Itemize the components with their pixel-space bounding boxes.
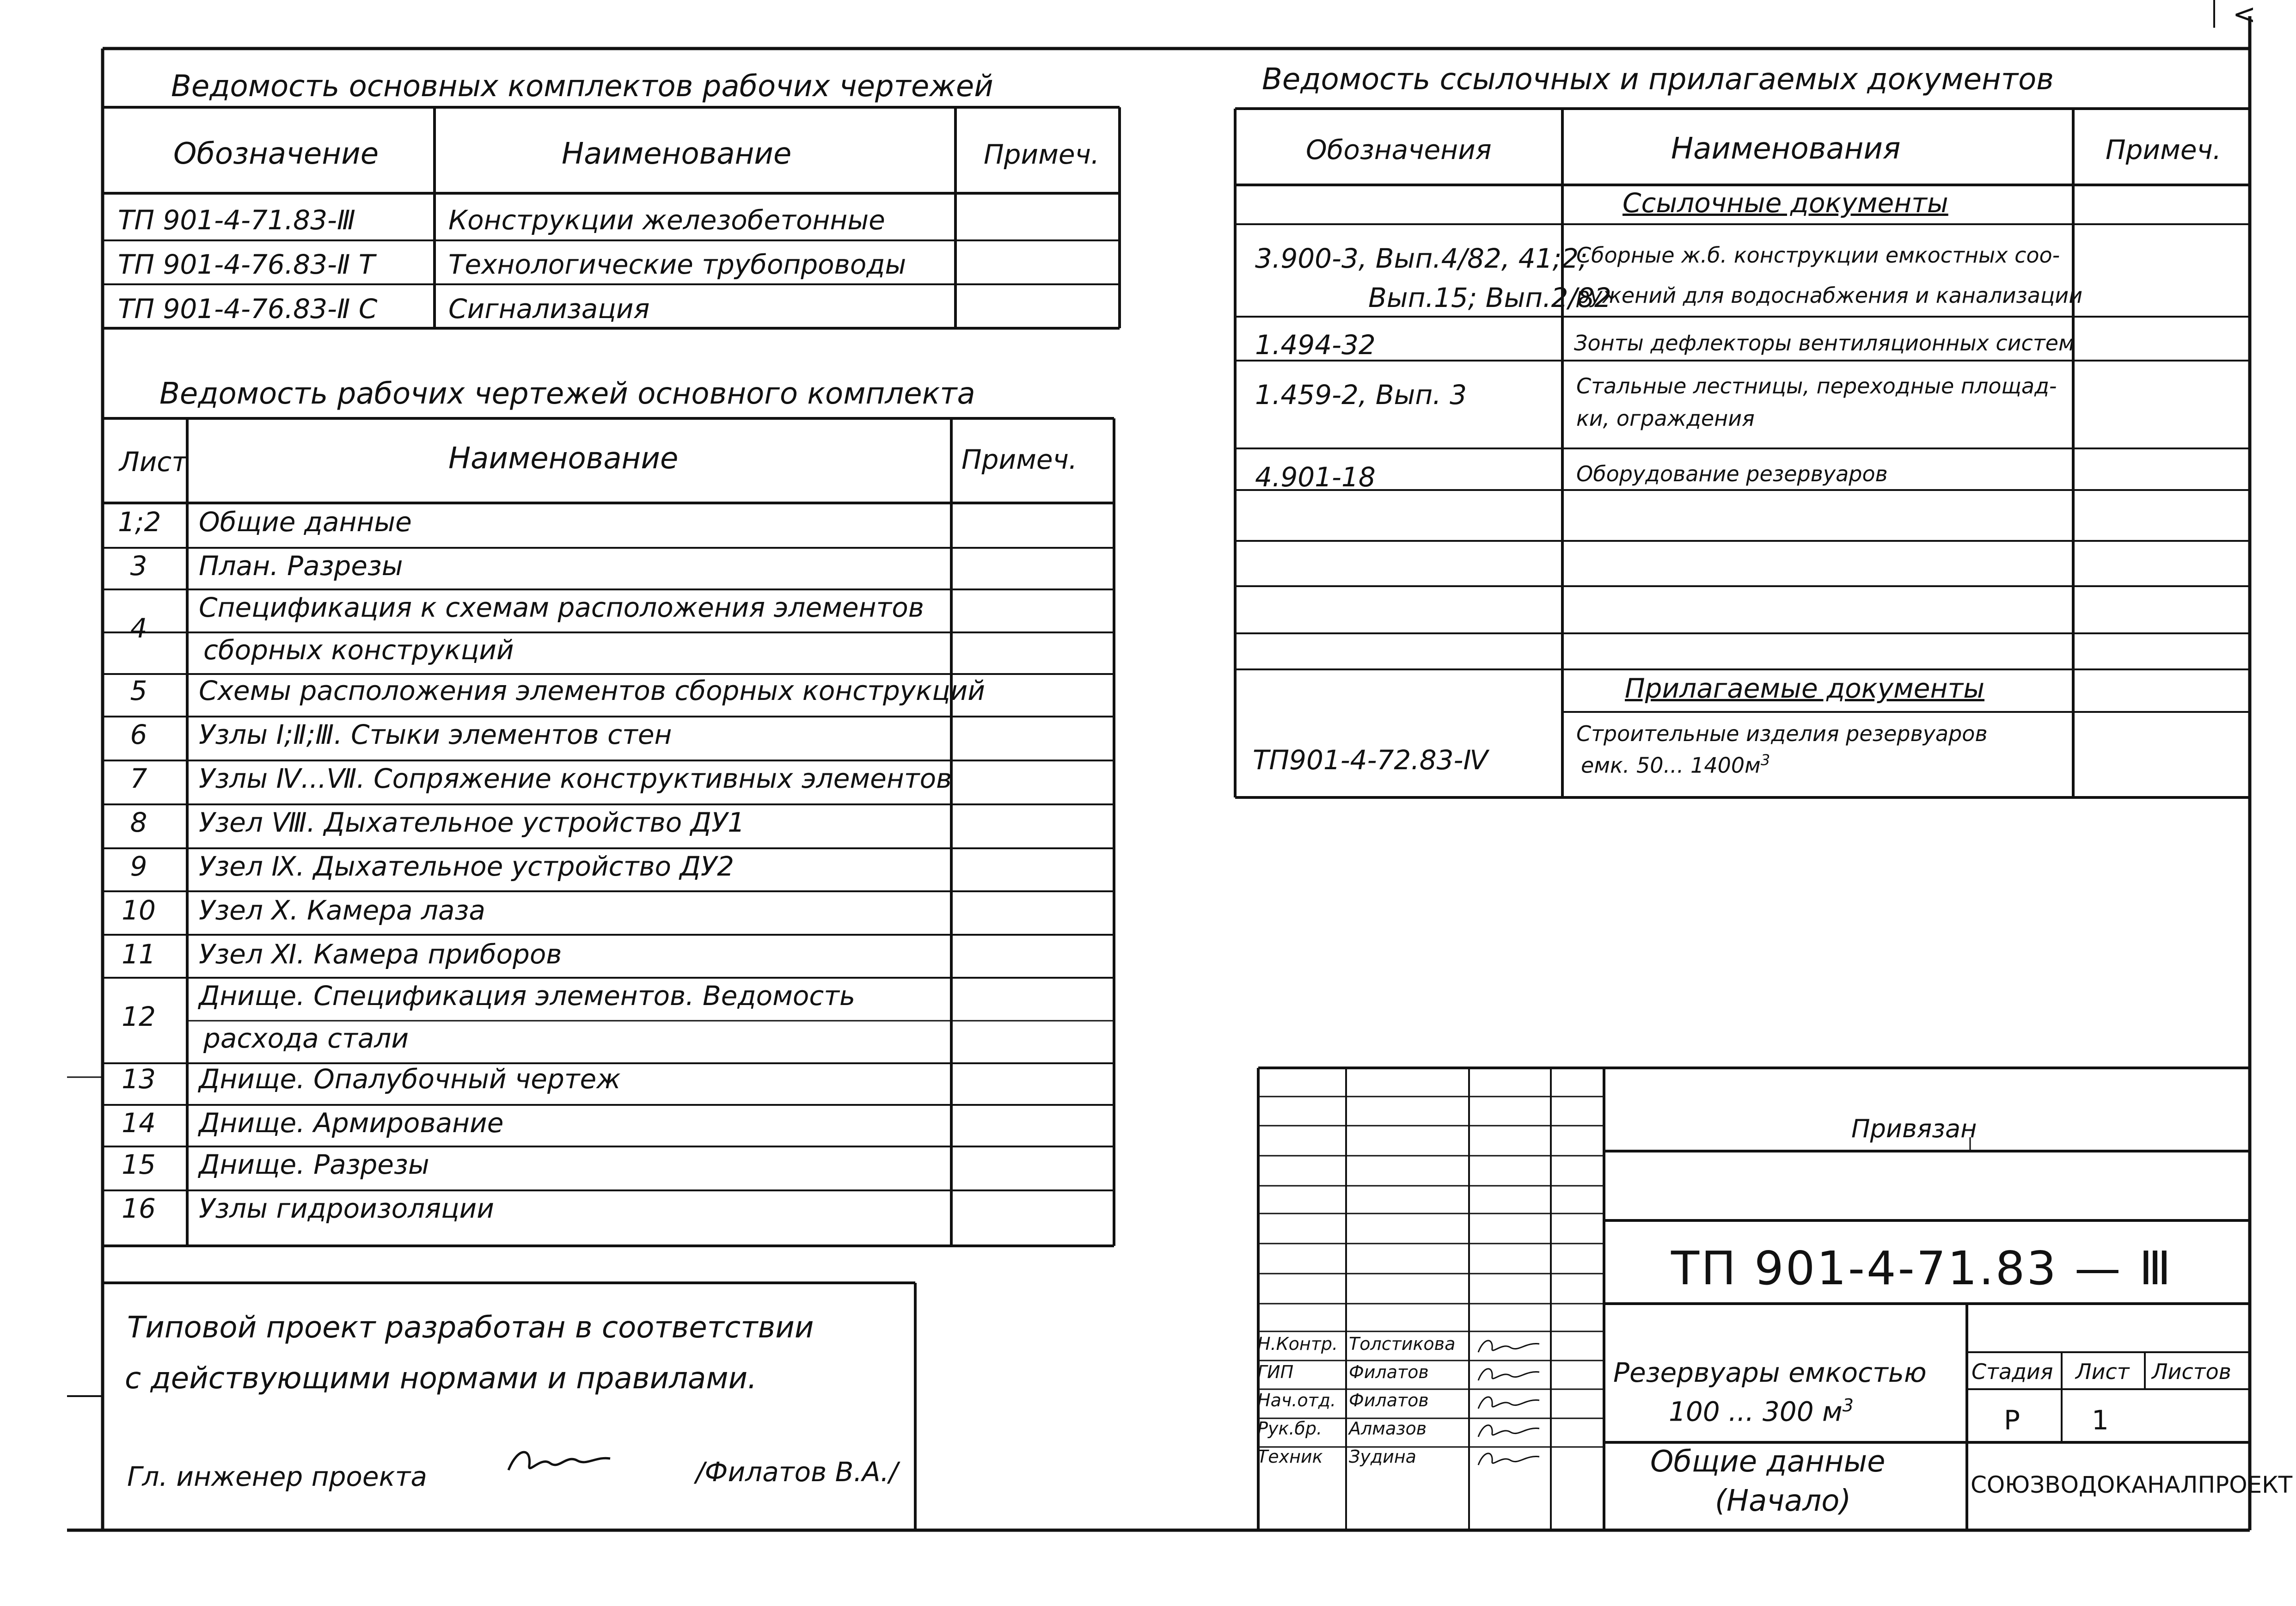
kits-row-name: Технологические трубопроводы xyxy=(448,249,906,280)
stamp-capacity: 100 ... 300 м xyxy=(1669,1396,1843,1428)
stamp-person-role: Нач.отд. xyxy=(1257,1390,1336,1410)
stamp-signature-image xyxy=(1475,1334,1544,1359)
stamp-person-name: Толстикова xyxy=(1349,1334,1456,1354)
sheet-name: План. Разрезы xyxy=(199,550,403,582)
note-signer-name: /Филатов В.А./ xyxy=(696,1456,898,1488)
sheets-header-note: Примеч. xyxy=(961,444,1078,475)
sheet-name: Днище. Опалубочный чертеж xyxy=(199,1063,621,1095)
stamp-sheet-value: 1 xyxy=(2092,1404,2109,1436)
stamp-organization: СОЮЗВОДОКАНАЛПРОЕКТ xyxy=(1971,1471,2293,1498)
sheet-name: Днище. Разрезы xyxy=(199,1149,429,1180)
stamp-subtitle: Общие данные xyxy=(1650,1445,1886,1479)
sheet-number: 8 xyxy=(130,807,147,838)
note-signer-role: Гл. инженер проекта xyxy=(127,1461,427,1492)
refs-row-code: Вып.15; Вып.2/82 xyxy=(1368,282,1611,313)
stamp-bound-label: Привязан xyxy=(1851,1114,1977,1143)
sheet-name: Схемы расположения элементов сборных конструкций xyxy=(199,675,986,706)
sheet-name-continued: сборных конструкций xyxy=(203,634,514,666)
corner-mark: < xyxy=(2233,0,2256,31)
stamp-document-code: ТП 901-4-71.83 — Ⅲ xyxy=(1671,1241,2173,1295)
sheet-number: 5 xyxy=(130,675,147,706)
stamp-subtitle-2: (Начало) xyxy=(1715,1484,1851,1518)
sheets-title: Ведомость рабочих чертежей основного комплекта xyxy=(159,377,975,411)
refs-row-name: ки, ограждения xyxy=(1576,406,1755,431)
sheet-number: 1;2 xyxy=(118,506,161,538)
sheet-number: 4 xyxy=(130,613,147,644)
kits-row-name: Конструкции железобетонные xyxy=(448,204,885,236)
sheets-header-name: Наименование xyxy=(448,441,679,476)
sheet-name: Узел Ⅹ. Камера лаза xyxy=(199,895,485,926)
sheet-name: Узлы Ⅰ;Ⅱ;Ⅲ. Стыки элементов стен xyxy=(199,719,672,750)
sheet-name: Узел Ⅺ. Камера приборов xyxy=(199,938,562,970)
kits-row-code: ТП 901-4-71.83-Ⅲ xyxy=(118,204,355,236)
note-line-2: с действующими нормами и правилами. xyxy=(125,1361,757,1396)
refs-attached-code: ТП901-4-72.83-Ⅳ xyxy=(1253,744,1488,776)
refs-title: Ведомость ссылочных и прилагаемых документов xyxy=(1262,62,2054,97)
kits-row-code: ТП 901-4-76.83-Ⅱ С xyxy=(118,293,378,325)
sheet-number: 3 xyxy=(130,550,147,582)
stamp-signature-image xyxy=(1475,1390,1544,1416)
stamp-sheets-label: Листов xyxy=(2152,1359,2231,1384)
stamp-signature-image xyxy=(1475,1447,1544,1472)
refs-section-attached: Прилагаемые документы xyxy=(1625,673,1984,704)
sheets-header-num: Лист xyxy=(119,446,187,478)
sheet-number: 15 xyxy=(122,1149,156,1180)
stamp-person-role: Рук.бр. xyxy=(1257,1418,1322,1439)
sheet-name: Узел Ⅸ. Дыхательное устройство ДУ2 xyxy=(199,851,735,882)
sheet-name: Узел Ⅷ. Дыхательное устройство ДУ1 xyxy=(199,807,745,838)
sheet-number: 9 xyxy=(130,851,147,882)
sheet-number: 14 xyxy=(122,1107,156,1139)
stamp-person-role: ГИП xyxy=(1257,1362,1294,1382)
refs-header-code: Обозначения xyxy=(1306,134,1492,166)
refs-row-name: Зонты дефлекторы вентиляционных систем xyxy=(1574,331,2075,356)
stamp-person-name: Филатов xyxy=(1349,1362,1429,1382)
kits-title: Ведомость основных комплектов рабочих чертежей xyxy=(171,69,993,104)
refs-attached-capacity: емк. 50... 1400м xyxy=(1581,753,1761,778)
stamp-capacity-superscript: 3 xyxy=(1842,1395,1854,1416)
stamp-title-line2 xyxy=(1669,1395,1854,1427)
stamp-stage-label: Стадия xyxy=(1971,1359,2053,1384)
signature-image xyxy=(504,1442,615,1484)
kits-header-code: Обозначение xyxy=(173,137,379,171)
refs-row-code: 1.494-32 xyxy=(1255,329,1376,361)
kits-row-name: Сигнализация xyxy=(448,293,650,325)
sheet-name: Спецификация к схемам расположения элементов xyxy=(199,592,924,623)
sheet-number: 10 xyxy=(122,895,156,926)
sheet-name-continued: расхода стали xyxy=(203,1023,409,1054)
refs-row-name: ружений для водоснабжения и канализации xyxy=(1576,283,2083,308)
sheet-number: 12 xyxy=(122,1001,156,1032)
stamp-person-name: Зудина xyxy=(1349,1447,1416,1467)
stamp-person-role: Техник xyxy=(1257,1447,1323,1467)
refs-row-name: Сборные ж.б. конструкции емкостных соо- xyxy=(1576,243,2060,268)
refs-attached-name: Строительные изделия резервуаров xyxy=(1576,721,1988,746)
sheet-name: Узлы гидроизоляции xyxy=(199,1193,494,1224)
refs-row-code: 3.900-3, Вып.4/82, 41;2; xyxy=(1255,243,1588,274)
refs-section-referenced: Ссылочные документы xyxy=(1623,187,1948,219)
sheet-name: Днище. Армирование xyxy=(199,1107,504,1139)
refs-row-code: 4.901-18 xyxy=(1255,461,1376,493)
refs-header-note: Примеч. xyxy=(2106,134,2222,166)
refs-row-name: Оборудование резервуаров xyxy=(1576,461,1888,486)
stamp-stage-value: Р xyxy=(2004,1404,2020,1436)
refs-header-name: Наименования xyxy=(1671,132,1901,166)
sheet-number: 11 xyxy=(122,938,156,970)
stamp-signature-image xyxy=(1475,1418,1544,1444)
stamp-person-name: Алмазов xyxy=(1349,1418,1427,1439)
sheet-number: 6 xyxy=(130,719,147,750)
sheet-number: 16 xyxy=(122,1193,156,1224)
sheet-name: Узлы Ⅳ...Ⅶ. Сопряжение конструктивных элементов xyxy=(199,763,952,794)
refs-attached-name-line2 xyxy=(1581,751,1770,778)
stamp-person-name: Филатов xyxy=(1349,1390,1429,1410)
refs-attached-superscript: 3 xyxy=(1760,751,1770,769)
kits-header-name: Наименование xyxy=(562,137,792,171)
sheet-number: 13 xyxy=(122,1063,156,1095)
sheet-number: 7 xyxy=(130,763,147,794)
sheet-name: Днище. Спецификация элементов. Ведомость xyxy=(199,980,856,1011)
kits-row-code: ТП 901-4-76.83-Ⅱ Т xyxy=(118,249,375,280)
stamp-signature-image xyxy=(1475,1362,1544,1387)
refs-row-code: 1.459-2, Вып. 3 xyxy=(1255,379,1467,411)
stamp-title: Резервуары емкостью xyxy=(1613,1357,1927,1388)
stamp-person-role: Н.Контр. xyxy=(1257,1334,1338,1354)
stamp-sheet-label: Лист xyxy=(2076,1359,2130,1384)
refs-row-name: Стальные лестницы, переходные площад- xyxy=(1576,374,2057,398)
sheet-name: Общие данные xyxy=(199,506,412,538)
kits-header-note: Примеч. xyxy=(984,139,1100,170)
note-line-1: Типовой проект разработан в соответствии xyxy=(127,1311,814,1345)
